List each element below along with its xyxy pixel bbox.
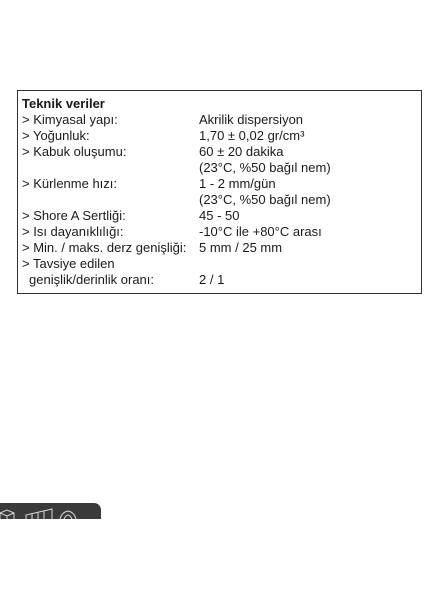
spec-label: > Tavsiye edilen [22,256,115,271]
spec-label: > Min. / maks. derz genişliği: [22,240,187,255]
spec-label: > Kabuk oluşumu: [22,144,127,159]
technical-data-box [17,90,422,294]
ruler-icon [26,509,52,519]
spec-label-continued: genişlik/derinlik oranı: [29,272,155,287]
bottom-icon-bar [0,503,101,519]
spec-title: Teknik veriler [22,96,105,111]
spec-label: > Shore A Sertliği: [22,208,126,223]
spec-row-density [22,128,421,144]
spec-row-joint-width [22,240,421,256]
cube-icon [0,510,14,519]
drop-icon [60,511,76,519]
spec-row-curing-speed [22,176,421,208]
spec-value: 45 - 50 [199,208,240,223]
spec-label: > Isı dayanıklılığı: [22,224,124,239]
spec-value: 1,70 ± 0,02 gr/cm³ [199,128,305,143]
spec-row-heat-resistance [22,224,421,240]
spec-label: > Kürlenme hızı: [22,176,118,191]
spec-value: Akrilik dispersiyon [199,112,304,127]
spec-value: 5 mm / 25 mm [199,240,283,255]
spec-value: 1 - 2 mm/gün [199,176,276,191]
spec-label: > Yoğunluk: [22,128,90,143]
spec-label: > Kimyasal yapı: [22,112,118,127]
spec-row-shore-hardness [22,208,421,224]
spec-value-condition: (23°C, %50 bağıl nem) [199,192,331,207]
spec-value: 60 ± 20 dakika [199,144,284,159]
spec-value-condition: (23°C, %50 bağıl nem) [199,160,331,175]
icon-strip [0,503,101,519]
spec-value-empty [199,256,421,272]
spec-row-width-depth-ratio [22,256,421,288]
spec-value: 2 / 1 [199,272,225,287]
spec-row-chemical-structure [22,112,421,128]
spec-value: -10°C ile +80°C arası [199,224,322,239]
spec-row-skin-formation [22,144,421,176]
